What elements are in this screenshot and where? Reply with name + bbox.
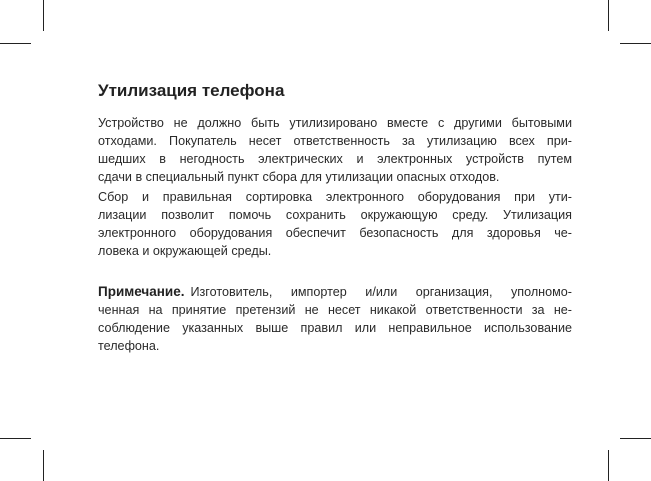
crop-mark bbox=[43, 450, 44, 481]
text-line: Изготовитель, импортер и/или организация, уполномо- bbox=[190, 285, 572, 299]
text-line: Сбор и правильная сортировка электронного оборудования при ути- bbox=[98, 190, 572, 204]
crop-mark bbox=[608, 450, 609, 481]
text-line: электронного оборудования обеспечит безопасность для здоровья че- bbox=[98, 226, 572, 240]
crop-mark bbox=[620, 43, 651, 44]
note-paragraph bbox=[98, 283, 572, 355]
crop-mark bbox=[0, 438, 31, 439]
page-title: Утилизация телефона bbox=[98, 81, 285, 100]
note-label: Примечание. bbox=[98, 284, 185, 299]
crop-mark bbox=[608, 0, 609, 31]
crop-mark bbox=[620, 438, 651, 439]
text-line: лизации позволит помочь сохранить окружающую среду. Утилизация bbox=[98, 208, 572, 222]
paragraph-sorting bbox=[98, 188, 572, 260]
text-line: Устройство не должно быть утилизировано вместе с другими бытовыми bbox=[98, 116, 572, 130]
crop-mark bbox=[43, 0, 44, 31]
text-line: соблюдение указанных выше правил или неправильное использование bbox=[98, 321, 572, 335]
text-line: ченная на принятие претензий не несет никакой ответственности за не- bbox=[98, 303, 572, 317]
text-line: телефона. bbox=[98, 339, 160, 353]
crop-mark bbox=[0, 43, 31, 44]
paragraph-disposal bbox=[98, 114, 572, 186]
text-line: ловека и окружающей среды. bbox=[98, 244, 272, 258]
text-line: сдачи в специальный пункт сбора для утилизации опасных отходов. bbox=[98, 170, 500, 184]
note-first-line bbox=[98, 283, 572, 301]
text-line: отходами. Покупатель несет ответственность за утилизацию всех при- bbox=[98, 134, 572, 148]
text-line: шедших в негодность электрических и электронных устройств путем bbox=[98, 152, 572, 166]
